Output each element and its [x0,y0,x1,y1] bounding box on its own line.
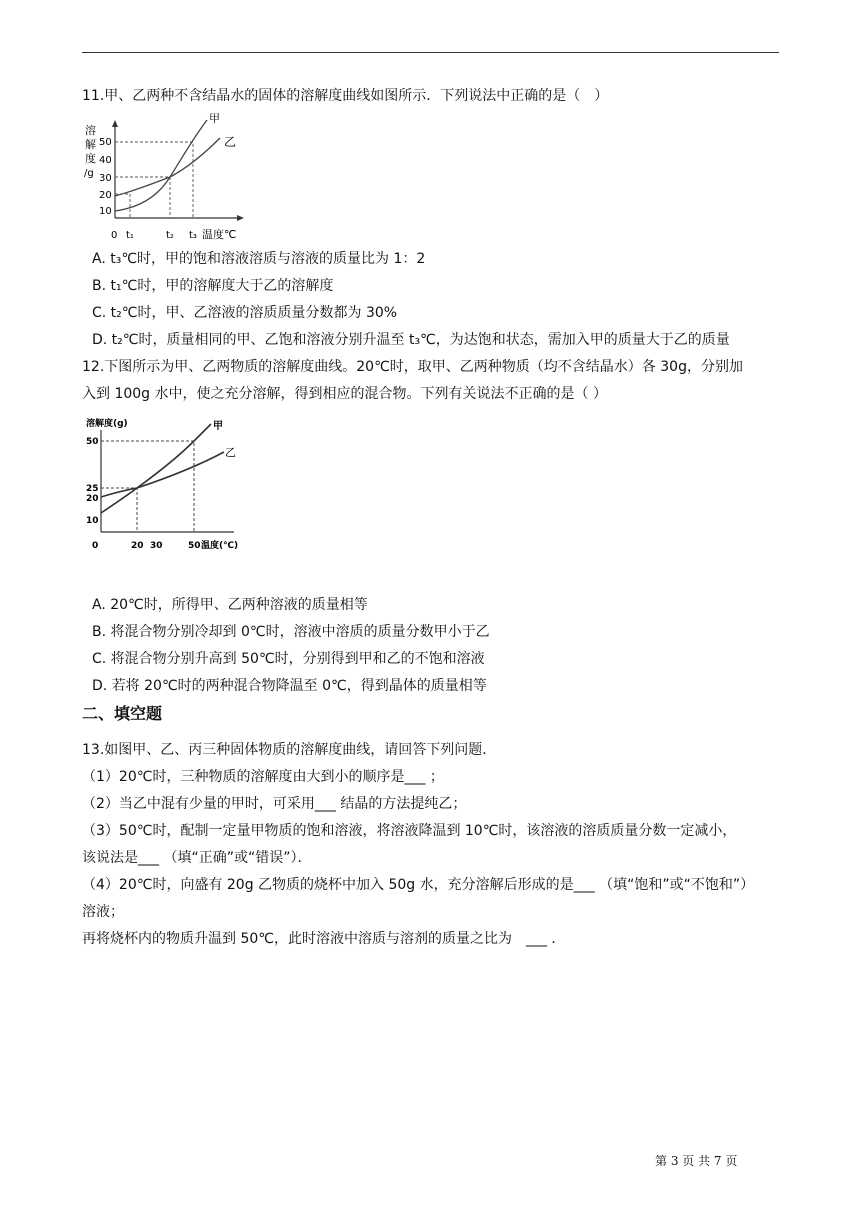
q11-xtick-0: 0 [111,230,118,241]
q11-guide-t3 [115,142,193,218]
q11-xtick-t3: t₃ [189,230,197,241]
q12-xlabel: 温度(℃) [201,541,239,551]
q13-part4-line2: 溶液； [82,904,124,920]
q11-stem: 11.甲、乙两种不含结晶水的固体的溶解度曲线如图所示．下列说法中正确的是（ ） [82,88,609,104]
q11-guide-t2 [115,177,170,218]
q11-ylabel-3: 度 [85,152,96,165]
q12-option-b: B. 将混合物分别冷却到 0℃时，溶液中溶质的质量分数甲小于乙 [92,624,490,640]
q11-option-d: D. t₂℃时，质量相同的甲、乙饱和溶液分别升温至 t₃℃，为达饱和状态，需加入甲的质量大于乙的质量 [92,332,730,348]
q13-part3-line2: 该说法是___ （填“正确”或“错误”）． [82,850,312,866]
q12-curve-yi [101,452,224,497]
q11-ytick-40: 40 [99,155,112,166]
section-heading: 二、填空题 [82,704,163,723]
q13-part4-line1: （4）20℃时，向盛有 20g 乙物质的烧杯中加入 50g 水，充分溶解后形成的是___ （填“饱和”或“不饱和”） [82,877,755,893]
q12-xtick-30: 30 [150,541,163,551]
page-number: 第 3 页 共 7 页 [655,1154,738,1168]
q11-xtick-t2: t₂ [166,230,174,241]
q11-option-b: B. t₁℃时，甲的溶解度大于乙的溶解度 [92,278,334,294]
q12-xtick-20: 20 [131,541,144,551]
q11-xtick-t1: t₁ [126,230,134,241]
q12-ytick-50: 50 [86,437,99,447]
q11-solubility-chart [82,110,252,246]
q13-part5: 再将烧杯内的物质升温到 50℃，此时溶液中溶质与溶剂的质量之比为 ___ ． [82,931,566,947]
q12-legend-jia: 甲 [213,421,223,432]
q13-part3-line1: （3）50℃时，配制一定量甲物质的饱和溶液，将溶液降温到 10℃时，该溶液的溶质质量分数一定减小， [82,823,737,839]
q12-option-a: A. 20℃时，所得甲、乙两种溶液的质量相等 [92,597,368,613]
q12-option-d: D. 若将 20℃时的两种混合物降温至 0℃，得到晶体的质量相等 [92,678,487,694]
q11-curve-yi [115,138,220,196]
q12-legend-yi: 乙 [225,446,236,459]
q11-option-a: A. t₃℃时，甲的饱和溶液溶质与溶液的质量比为 1：2 [92,251,426,267]
q11-ytick-20: 20 [99,190,112,201]
q11-ylabel-1: 溶 [85,124,96,137]
q13-stem: 13.如图甲、乙、丙三种固体物质的溶解度曲线，请回答下列问题． [82,742,497,758]
header-rule [82,52,779,53]
q11-option-c: C. t₂℃时，甲、乙溶液的溶质质量分数都为 30% [92,305,398,321]
q12-solubility-chart [84,414,254,560]
q12-ytick-20: 20 [86,494,99,504]
q11-ytick-10: 10 [99,206,112,217]
q11-ytick-30: 30 [99,173,112,184]
q11-legend-yi: 乙 [224,135,237,149]
q11-ytick-50: 50 [99,137,112,148]
q11-ylabel-2: 解 [85,138,96,151]
q11-xlabel: 温度℃ [202,228,237,241]
q13-part2: （2）当乙中混有少量的甲时，可采用___ 结晶的方法提纯乙； [82,796,467,812]
q11-legend-jia: 甲 [209,112,220,125]
q12-xtick-0: 0 [92,541,99,551]
q12-ytick-25: 25 [86,484,99,494]
q12-ylabel: 溶解度(g) [86,419,128,429]
q12-xtick-50: 50 [188,541,201,551]
q12-stem-line2: 入到 100g 水中，使之充分溶解，得到相应的混合物。下列有关说法不正确的是（ ） [82,386,607,402]
q13-part1: （1）20℃时，三种物质的溶解度由大到小的顺序是___ ； [82,769,444,785]
q11-ylabel-4: /g [84,168,94,179]
q12-ytick-10: 10 [86,516,99,526]
q12-option-c: C. 将混合物分别升高到 50℃时，分别得到甲和乙的不饱和溶液 [92,651,485,667]
q12-stem-line1: 12.下图所示为甲、乙两物质的溶解度曲线。20℃时，取甲、乙两种物质（均不含结晶水）各 30g，分别加 [82,359,743,375]
